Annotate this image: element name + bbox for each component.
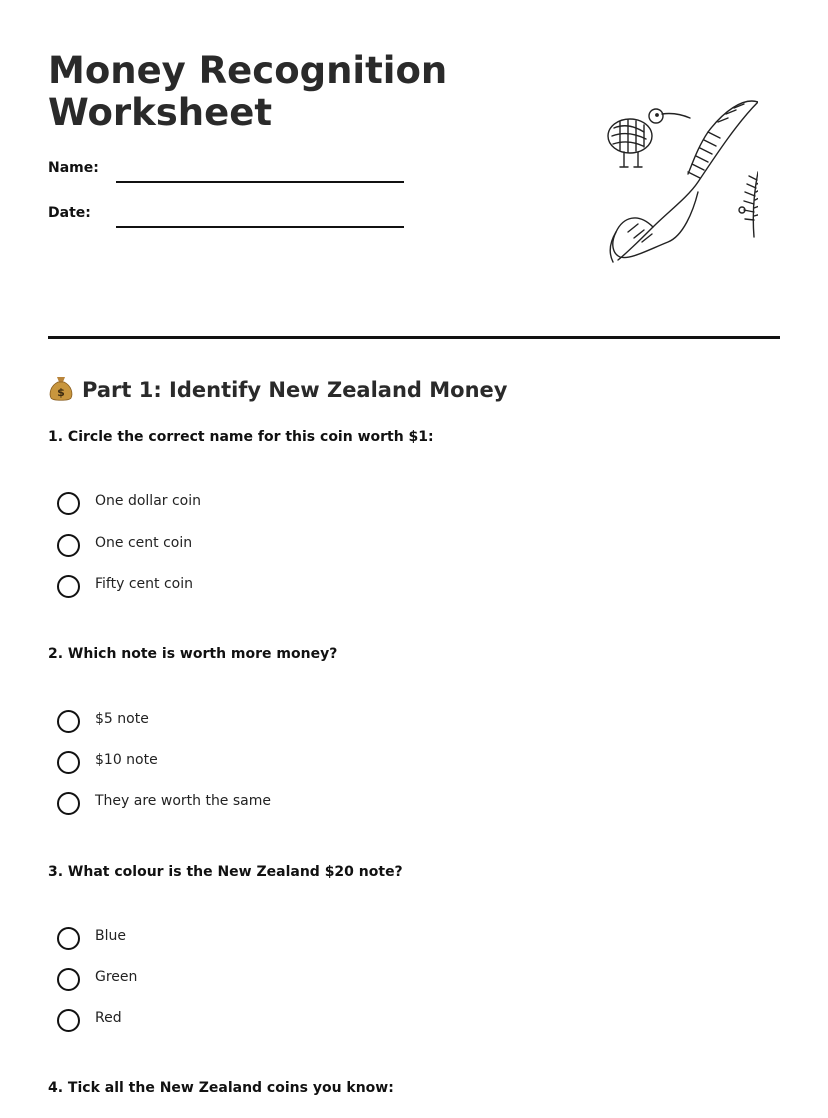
nz-illustration — [558, 92, 758, 272]
radio-circle[interactable] — [57, 575, 80, 598]
option-label: Fifty cent coin — [95, 576, 193, 592]
section-divider — [48, 336, 780, 339]
question-3-option-3[interactable] — [57, 1009, 457, 1035]
question-3: 3. What colour is the New Zealand $20 note? — [48, 864, 403, 880]
question-1-option-2[interactable] — [57, 534, 457, 560]
name-field[interactable] — [48, 160, 408, 190]
question-1-option-1[interactable] — [57, 492, 457, 518]
option-label: $10 note — [95, 752, 158, 768]
title-line-2: Worksheet — [48, 91, 273, 134]
kiwi-bird-icon — [608, 109, 690, 167]
question-3-option-2[interactable] — [57, 968, 457, 994]
part-1-heading-text: Part 1: Identify New Zealand Money — [82, 378, 508, 402]
option-label: They are worth the same — [95, 793, 271, 809]
option-label: Blue — [95, 928, 126, 944]
radio-circle[interactable] — [57, 968, 80, 991]
option-label: Green — [95, 969, 138, 985]
option-label: $5 note — [95, 711, 149, 727]
feather-icon — [610, 101, 758, 262]
option-label: One cent coin — [95, 535, 193, 551]
date-input-line[interactable] — [116, 226, 404, 228]
question-1: 1. Circle the correct name for this coin worth $1: — [48, 429, 434, 445]
radio-circle[interactable] — [57, 492, 80, 515]
option-label: One dollar coin — [95, 493, 201, 509]
radio-circle[interactable] — [57, 534, 80, 557]
radio-circle[interactable] — [57, 710, 80, 733]
question-2: 2. Which note is worth more money? — [48, 646, 338, 662]
option-label: Red — [95, 1010, 122, 1026]
radio-circle[interactable] — [57, 751, 80, 774]
name-label: Name: — [48, 160, 99, 176]
radio-circle[interactable] — [57, 792, 80, 815]
fern-icon — [739, 172, 758, 237]
radio-circle[interactable] — [57, 927, 80, 950]
question-4: 4. Tick all the New Zealand coins you know: — [48, 1080, 394, 1096]
radio-circle[interactable] — [57, 1009, 80, 1032]
title-line-1: Money Recognition — [48, 49, 448, 92]
worksheet-title — [48, 50, 488, 134]
question-3-option-1[interactable] — [57, 927, 457, 953]
part-1-heading — [48, 374, 507, 405]
date-field[interactable] — [48, 205, 408, 235]
worksheet-page — [48, 0, 780, 1118]
question-2-option-3[interactable] — [57, 792, 457, 818]
question-2-option-1[interactable] — [57, 710, 457, 736]
name-input-line[interactable] — [116, 181, 404, 183]
money-bag-icon — [48, 374, 74, 402]
question-1-option-3[interactable] — [57, 575, 457, 601]
question-2-option-2[interactable] — [57, 751, 457, 777]
svg-text:$: $ — [57, 386, 65, 399]
date-label: Date: — [48, 205, 91, 221]
